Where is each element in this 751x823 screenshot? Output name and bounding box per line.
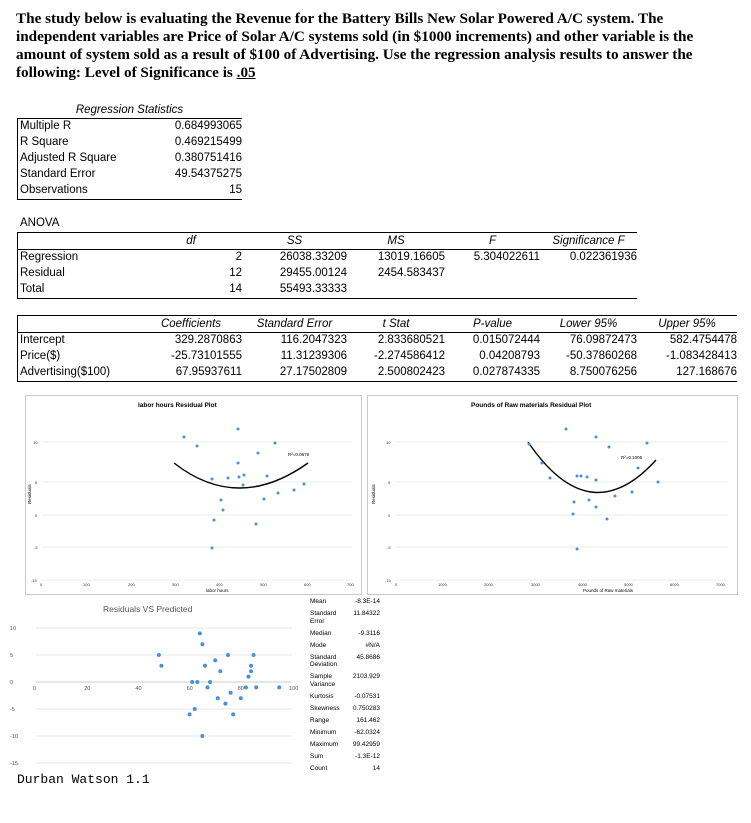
descriptive-row [310, 765, 380, 773]
descriptive-row [310, 630, 380, 638]
descriptive-value: -0.07531 [354, 692, 380, 700]
y-tick-label: -10 [10, 734, 18, 740]
data-point [203, 664, 207, 668]
data-point [157, 653, 161, 657]
y-tick: -5 [34, 545, 38, 550]
x-tick-label: 80 [237, 686, 244, 692]
stat-label: Standard Error [20, 168, 96, 180]
descriptive-row [310, 717, 380, 725]
residuals-vs-predicted-chart [0, 598, 300, 768]
anova-df: 14 [229, 283, 242, 295]
stat-value: 15 [229, 184, 242, 196]
descriptive-label: Range [310, 716, 330, 724]
anova-header-ss: SS [286, 235, 303, 247]
data-point [254, 685, 258, 689]
durbin-watson-label: Durban Watson 1.1 [17, 772, 150, 787]
descriptive-row [310, 642, 380, 650]
descriptive-row [310, 705, 380, 713]
raw-materials-residual-svg [368, 396, 737, 594]
coef-value: 67.95937611 [175, 366, 242, 378]
anova-title: ANOVA [20, 217, 60, 229]
descriptive-value: 0.750283 [352, 704, 380, 712]
coef-value: 329.2870863 [174, 334, 242, 346]
descriptive-row [310, 654, 380, 669]
y-tick: -5 [387, 545, 391, 550]
significance-level: .05 [236, 64, 256, 81]
data-point [231, 712, 235, 716]
stat-label: R Square [20, 136, 69, 148]
x-tick: 400 [216, 582, 223, 587]
r-squared-label: R²=0.0679 [288, 452, 310, 457]
coef-se: 27.17502809 [279, 366, 347, 378]
descriptive-label: Sum [310, 752, 324, 760]
coef-header: Lower 95% [559, 318, 618, 330]
x-tick: 1000 [438, 582, 447, 587]
coef-row-label: Advertising($100) [20, 366, 111, 378]
stat-label: Adjusted R Square [20, 152, 117, 164]
y-tick: -15 [31, 578, 37, 583]
y-ticks [31, 440, 38, 583]
x-tick: 200 [128, 582, 135, 587]
anova-header-df: df [186, 235, 196, 247]
x-tick: 3000 [531, 582, 540, 587]
data-point [226, 653, 230, 657]
descriptive-value: #N/A [365, 641, 380, 649]
x-tick: 5000 [624, 582, 633, 587]
residual-points [528, 428, 660, 551]
plot-title: Pounds of Raw materials Residual Plot [471, 402, 592, 409]
gridlines [396, 442, 728, 580]
plot-ylabel: Residuals [371, 484, 376, 504]
anova-header-sig: Significance F [552, 235, 625, 247]
y-ticks [385, 440, 392, 583]
y-tick: 5 [35, 480, 38, 485]
regression-stats-title: Regression Statistics [75, 104, 184, 116]
descriptive-value: -9.3116 [358, 629, 380, 637]
x-tick: 0 [40, 582, 43, 587]
descriptive-value: -8.3E-14 [355, 598, 380, 605]
coef-row-label: Price($) [20, 350, 61, 362]
data-point [223, 702, 227, 706]
descriptive-row [310, 753, 380, 761]
data-point [188, 712, 192, 716]
data-point [198, 631, 202, 635]
chart-title: Residuals VS Predicted [103, 604, 193, 614]
descriptive-value: 2103.929 [352, 673, 380, 680]
coef-p: 0.04208793 [479, 350, 540, 362]
x-tick: 7000 [716, 582, 725, 587]
chart-grid [36, 628, 292, 763]
data-point [249, 669, 253, 673]
anova-sig: 0.022361936 [569, 251, 637, 263]
descriptive-label: Kurtosis [310, 692, 334, 700]
labor-hours-residual-svg [26, 396, 361, 594]
y-tick: 0 [388, 513, 391, 518]
x-tick: 100 [83, 582, 90, 587]
coef-value: -25.73101555 [171, 350, 242, 362]
coef-se: 116.2047323 [280, 334, 347, 346]
x-ticks [40, 582, 354, 587]
coef-lower: 8.750076256 [569, 366, 637, 378]
coef-upper: 582.4754478 [669, 334, 737, 346]
plot-xlabel: labor hours [206, 588, 229, 593]
coef-header: Upper 95% [658, 318, 716, 330]
stat-value: 0.469215499 [174, 136, 242, 148]
gridlines [42, 442, 352, 580]
chart-points [157, 631, 281, 738]
anova-df: 12 [229, 267, 242, 279]
data-point [239, 696, 243, 700]
chart-x-ticks [33, 686, 298, 692]
descriptive-value: 11.84322 [353, 610, 380, 617]
descriptive-label: Count [310, 764, 328, 772]
trend-curve [174, 463, 308, 488]
stat-label: Observations [20, 184, 88, 196]
y-tick: -15 [385, 578, 391, 583]
data-point [200, 734, 204, 738]
y-tick-label: -15 [10, 761, 18, 767]
coef-lower: 76.09872473 [569, 334, 637, 346]
descriptive-label: Minimum [310, 728, 337, 736]
coef-header: P-value [473, 318, 512, 330]
data-point [229, 691, 233, 695]
x-tick: 0 [395, 582, 398, 587]
anova-header-f: F [488, 235, 497, 247]
y-tick-label: 10 [10, 626, 17, 632]
y-tick: 10 [386, 440, 391, 445]
anova-header-ms: MS [387, 235, 405, 247]
descriptive-label: Mode [310, 641, 327, 649]
descriptive-label: Median [310, 629, 332, 637]
descriptive-label: Sample Variance [310, 673, 336, 688]
x-tick: 6000 [670, 582, 679, 587]
question-text [16, 10, 736, 82]
data-point [246, 675, 250, 679]
descriptive-value: 99.42959 [352, 740, 380, 748]
data-point [252, 653, 256, 657]
descriptive-row [310, 741, 380, 749]
anova-ms: 2454.583437 [377, 267, 445, 279]
descriptive-label: Standard Error [310, 610, 337, 625]
y-tick: 0 [35, 513, 38, 518]
y-tick: 5 [388, 480, 391, 485]
coef-header: Coefficients [160, 318, 222, 330]
stat-value: 49.54375275 [174, 168, 242, 180]
descriptive-label: Skewness [310, 704, 340, 712]
coef-header: t Stat [382, 318, 410, 330]
descriptive-row [310, 673, 380, 688]
anova-row-label: Residual [20, 267, 65, 279]
anova-row-label: Regression [20, 251, 79, 263]
stat-value: 0.684993065 [174, 120, 242, 132]
descriptive-rows [310, 598, 380, 772]
data-point [244, 685, 248, 689]
data-point [216, 696, 220, 700]
descriptive-row [310, 693, 380, 701]
x-tick: 600 [304, 582, 311, 587]
plot-title: labor hours Residual Plot [138, 402, 217, 409]
data-point [206, 685, 210, 689]
anova-row-label: Total [20, 283, 45, 295]
descriptive-value: -62.0324 [354, 728, 380, 736]
descriptive-value: 14 [372, 764, 380, 772]
x-tick-label: 0 [33, 686, 37, 692]
descriptive-value: 161.462 [356, 716, 380, 724]
plot-ylabel: Residuals [27, 484, 32, 504]
coef-p: 0.015072444 [472, 334, 540, 346]
coef-t: 2.500802423 [377, 366, 445, 378]
anova-df: 2 [235, 251, 242, 263]
anova-ms: 13019.16605 [377, 251, 445, 263]
x-tick: 300 [172, 582, 179, 587]
descriptive-label: Maximum [310, 740, 339, 748]
x-tick: 500 [260, 582, 267, 587]
data-point [249, 664, 253, 668]
data-point [193, 707, 197, 711]
coef-upper: -1.083428413 [666, 350, 737, 362]
x-tick: 700 [347, 582, 354, 587]
x-ticks [395, 582, 726, 587]
coef-t: -2.274586412 [374, 350, 445, 362]
coef-p: 0.027874335 [472, 366, 540, 378]
question-body: The study below is evaluating the Revenue for the Battery Bills New Solar Powered A/C system. The independent variables are Price of Solar A/C systems sold (in $1000 increments) and other variable is the amount of system sold as a result of $100 of Advertising. Use the regression analysis results to answer the following: Level of Significance is [16, 10, 694, 81]
data-point [195, 680, 199, 684]
descriptive-label: Standard Deviation [310, 653, 338, 668]
descriptive-label: Mean [310, 598, 327, 605]
x-tick-label: 60 [186, 686, 193, 692]
descriptive-statistics [310, 598, 380, 777]
coef-se: 11.31239306 [280, 350, 347, 362]
plot-xlabel: Pounds of Raw materials [583, 588, 634, 593]
stat-label: Multiple R [20, 120, 72, 132]
data-point [190, 680, 194, 684]
coef-lower: -50.37860268 [566, 350, 637, 362]
y-tick-label: -5 [10, 707, 15, 713]
y-tick: 10 [33, 440, 38, 445]
anova-f: 5.304022611 [473, 251, 540, 263]
coef-row-label: Intercept [20, 334, 65, 346]
labor-hours-residual-plot [25, 395, 362, 595]
data-point [208, 680, 212, 684]
y-tick-label: 5 [10, 653, 14, 659]
descriptive-row [310, 729, 380, 737]
anova-ss: 29455.00124 [279, 267, 347, 279]
raw-materials-residual-plot [367, 395, 738, 595]
chart-y-ticks [10, 626, 18, 767]
descriptive-value: 45.8686 [356, 653, 380, 661]
data-point [277, 685, 281, 689]
data-point [200, 642, 204, 646]
r-squared-label: R²=0.1005 [621, 455, 643, 460]
anova-ss: 55493.33333 [279, 283, 347, 295]
data-point [159, 664, 163, 668]
residuals-vs-predicted-svg [0, 598, 300, 768]
x-tick-label: 20 [84, 686, 91, 692]
anova-ss: 26038.33209 [279, 251, 347, 263]
descriptive-row [310, 610, 380, 625]
x-tick: 4000 [578, 582, 587, 587]
x-tick: 2000 [484, 582, 493, 587]
data-point [218, 669, 222, 673]
coef-upper: 127.168676 [676, 366, 737, 378]
descriptive-value: -1.3E-12 [355, 752, 380, 760]
y-tick-label: 0 [10, 680, 14, 686]
x-tick-label: 40 [135, 686, 142, 692]
data-point [213, 658, 217, 662]
stat-value: 0.380751416 [174, 152, 242, 164]
descriptive-row [310, 598, 380, 606]
coef-t: 2.833680521 [377, 334, 445, 346]
coef-header: Standard Error [256, 318, 333, 330]
x-tick-label: 100 [289, 686, 299, 692]
